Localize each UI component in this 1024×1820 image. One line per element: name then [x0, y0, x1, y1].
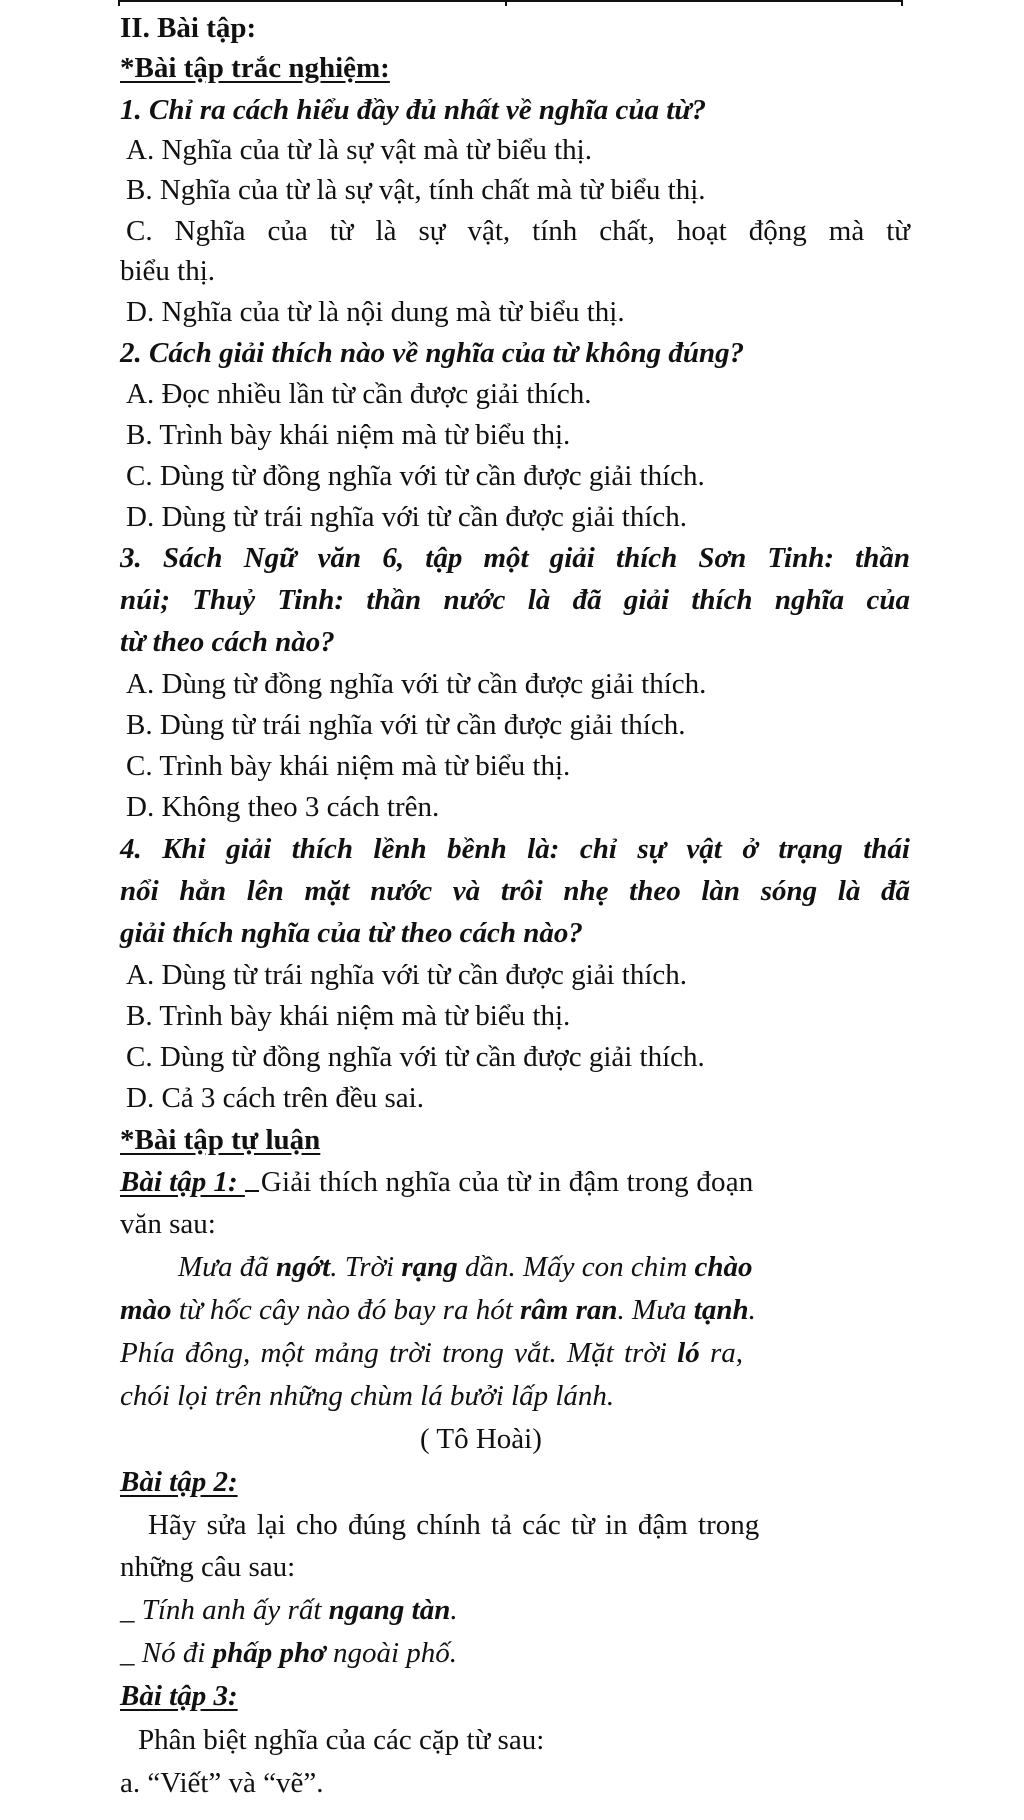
ex2-prompt-line1: Hãy sửa lại cho đúng chính tả các từ in đậm trong [148, 1509, 760, 1541]
ex1-prompt-line1 [120, 1162, 754, 1202]
ex3-item-a: a. “Viết” và “vẽ”. [120, 1767, 324, 1799]
q1-option-c-line2: biểu thị. [120, 255, 216, 287]
q4-question-line3: giải thích nghĩa của từ theo cách nào? [120, 917, 583, 949]
passage-line3: Phía đông, một mảng trời trong vắt. Mặt trời ló ra, [120, 1337, 743, 1369]
q2-option-a: A. Đọc nhiều lần từ cần được giải thích. [126, 378, 592, 410]
q1-question: 1. Chỉ ra cách hiểu đầy đủ nhất về nghĩa của từ? [120, 94, 707, 126]
passage-line4: chói lọi trên những chùm lá bưởi lấp lánh. [120, 1380, 615, 1412]
q4-option-a: A. Dùng từ trái nghĩa với từ cần được giải thích. [126, 959, 688, 991]
q4-question-line2: nổi hẳn lên mặt nước và trôi nhẹ theo làn sóng là đã [120, 875, 910, 907]
mcq-heading: *Bài tập trắc nghiệm: [120, 52, 390, 84]
q3-option-d: D. Không theo 3 cách trên. [126, 791, 440, 823]
q2-option-c: C. Dùng từ đồng nghĩa với từ cần được giải thích. [126, 460, 705, 492]
q3-option-b: B. Dùng từ trái nghĩa với từ cần được giải thích. [126, 709, 686, 741]
ex3-prompt: Phân biệt nghĩa của các cặp từ sau: [138, 1724, 545, 1756]
q2-option-d: D. Dùng từ trái nghĩa với từ cần được giải thích. [126, 501, 688, 533]
ex3-label: Bài tập 3: [120, 1680, 238, 1712]
ex1-label: Bài tập 1: [120, 1166, 245, 1198]
top-table-border [118, 0, 903, 6]
passage-line1: Mưa đã ngớt. Trời rạng dần. Mấy con chim chào [178, 1251, 753, 1283]
q3-question-line1: 3. Sách Ngữ văn 6, tập một giải thích Sơn Tinh: thần [120, 542, 910, 574]
ex2-prompt-line2: những câu sau: [120, 1551, 296, 1583]
q1-option-b: B. Nghĩa của từ là sự vật, tính chất mà từ biểu thị. [126, 174, 706, 206]
q1-option-d: D. Nghĩa của từ là nội dung mà từ biểu thị. [126, 296, 625, 328]
q3-option-c: C. Trình bày khái niệm mà từ biểu thị. [126, 750, 571, 782]
q2-question: 2. Cách giải thích nào về nghĩa của từ không đúng? [120, 337, 745, 369]
q1-option-c-line1: C. Nghĩa của từ là sự vật, tính chất, hoạt động mà từ [126, 215, 910, 247]
q4-option-d: D. Cả 3 cách trên đều sai. [126, 1082, 424, 1114]
passage-line2: mào từ hốc cây nào đó bay ra hót râm ran. Mưa tạnh. [120, 1294, 756, 1326]
section-title: II. Bài tập: [120, 12, 257, 44]
q3-question-line2: núi; Thuỷ Tinh: thần nước là đã giải thích nghĩa của [120, 584, 910, 616]
q4-option-b: B. Trình bày khái niệm mà từ biểu thị. [126, 1000, 571, 1032]
ex2-label: Bài tập 2: [120, 1466, 238, 1498]
ex1-prompt-line2: văn sau: [120, 1208, 216, 1240]
q1-option-a: A. Nghĩa của từ là sự vật mà từ biểu thị. [126, 134, 592, 166]
passage-source: ( Tô Hoài) [420, 1423, 542, 1455]
essay-heading: *Bài tập tự luận [120, 1124, 321, 1156]
q4-option-c: C. Dùng từ đồng nghĩa với từ cần được giải thích. [126, 1041, 705, 1073]
q3-question-line3: từ theo cách nào? [120, 626, 335, 658]
ex2-sentence2: _ Nó đi phấp phơ ngoài phố. [120, 1637, 458, 1669]
q4-question-line1: 4. Khi giải thích lềnh bềnh là: chỉ sự vật ở trạng thái [120, 833, 910, 865]
ex2-sentence1: _ Tính anh ấy rất ngang tàn. [120, 1594, 458, 1626]
q2-option-b: B. Trình bày khái niệm mà từ biểu thị. [126, 419, 571, 451]
ex1-prompt: Giải thích nghĩa của từ in đậm trong đoạn [260, 1166, 754, 1198]
q3-option-a: A. Dùng từ đồng nghĩa với từ cần được giải thích. [126, 668, 707, 700]
